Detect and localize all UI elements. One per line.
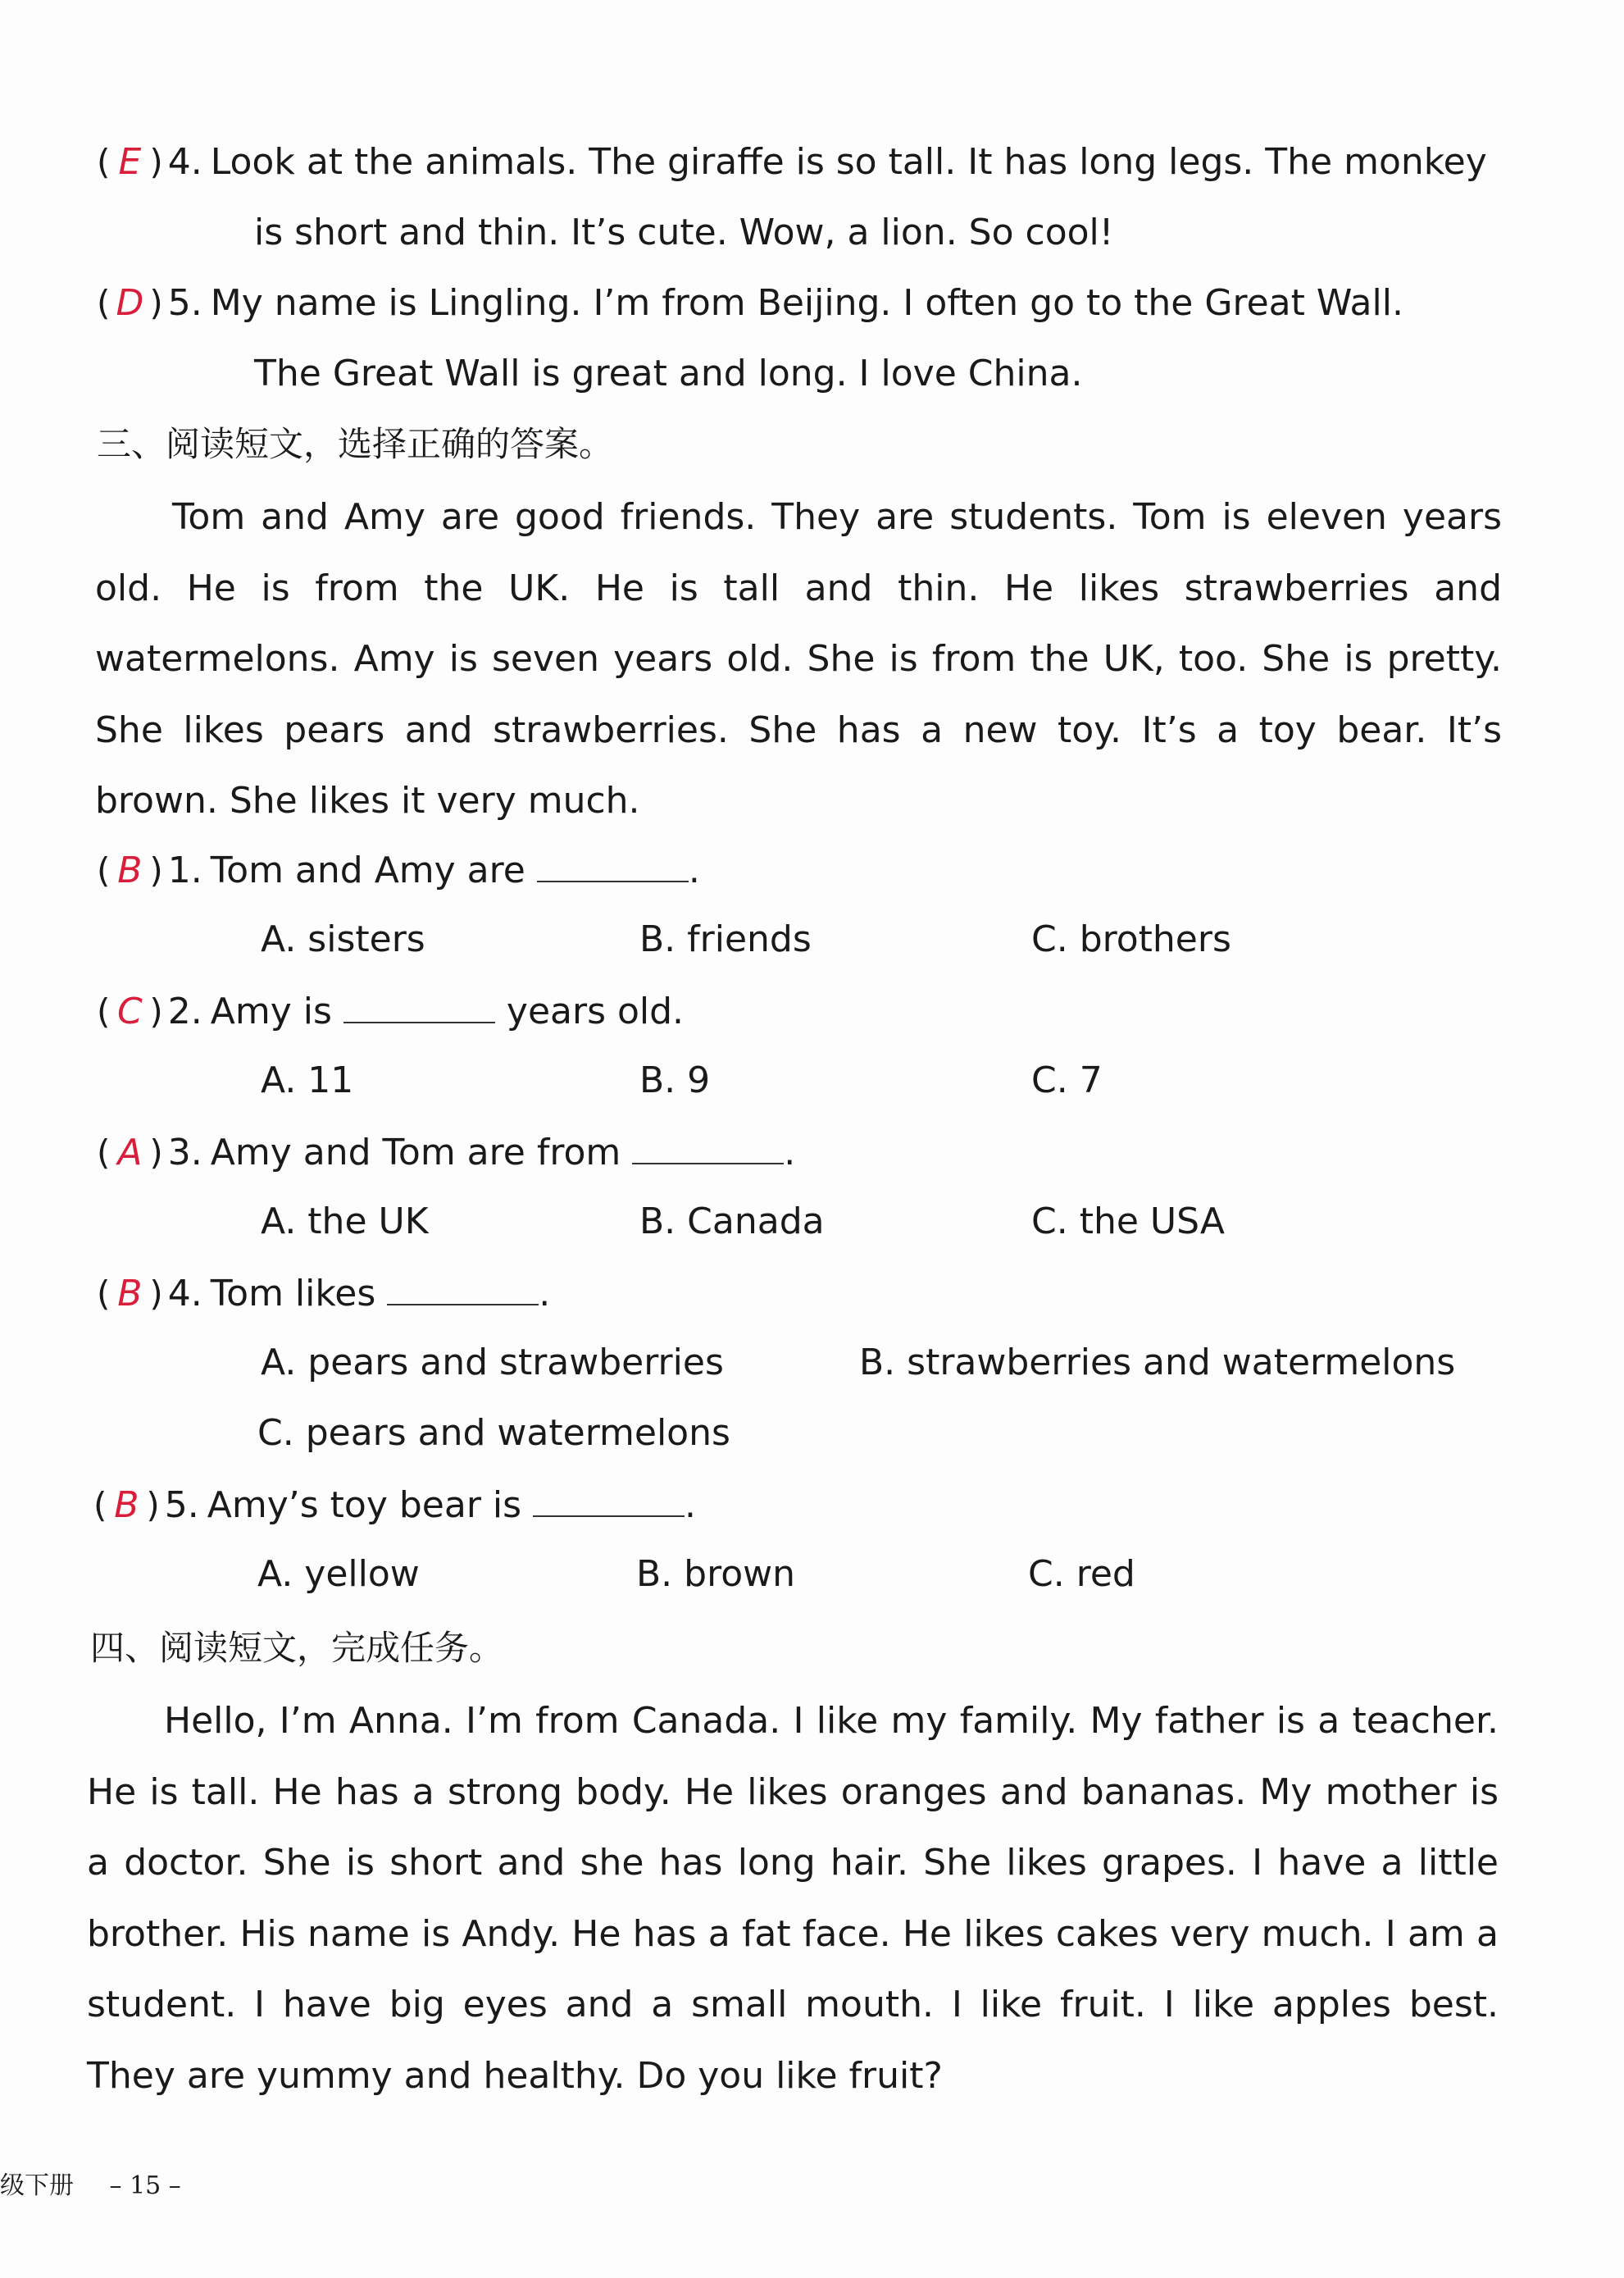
answer-blank (387, 1268, 539, 1305)
page-footer (0, 2165, 181, 2201)
option-c: C. red (1028, 1553, 1135, 1595)
item-number: 5. (167, 282, 202, 324)
option-c: C. the USA (1031, 1201, 1225, 1242)
question-after: . (784, 1132, 796, 1173)
paren-open: ( (97, 1132, 111, 1173)
question-2 (97, 986, 684, 1036)
section4-passage (87, 1686, 1499, 2112)
question-number: 5. (164, 1484, 199, 1526)
answer-blank (343, 986, 495, 1023)
paren-open: ( (93, 1485, 107, 1525)
answer-mark: D (116, 282, 144, 324)
matching-item-4 (97, 138, 1487, 187)
option-b: B. Canada (639, 1201, 825, 1242)
question-number: 2. (167, 991, 202, 1032)
question-5 (93, 1479, 696, 1530)
item-text-line1: Look at the animals. The giraffe is so tall. It has long legs. The monkey (210, 141, 1487, 183)
section3-passage (95, 482, 1502, 837)
question-3 (97, 1127, 795, 1178)
page-number: – 15 – (109, 2171, 181, 2200)
paren-open: ( (97, 142, 111, 182)
option-c: C. pears and watermelons (257, 1412, 730, 1454)
paren-close: ) (149, 283, 163, 323)
question-stem: Amy’s toy bear is (207, 1484, 522, 1526)
question-1 (97, 845, 700, 895)
paren-close: ) (149, 142, 163, 182)
paren-close: ) (149, 850, 163, 891)
paren-open: ( (97, 850, 111, 891)
item-text-line1: My name is Lingling. I’m from Beijing. I often go to the Great Wall. (210, 282, 1403, 324)
question-4 (97, 1268, 550, 1319)
question-stem: Amy and Tom are from (210, 1132, 621, 1173)
answer-mark: E (118, 141, 142, 183)
option-a: A. pears and strawberries (261, 1342, 724, 1383)
matching-item-5-cont (254, 349, 1082, 399)
question-stem: Tom and Amy are (210, 850, 525, 891)
paren-open: ( (97, 283, 111, 323)
paren-close: ) (146, 1485, 160, 1525)
paren-open: ( (97, 1273, 111, 1314)
answer-mark: A (117, 1132, 143, 1173)
answer-mark: B (117, 850, 143, 891)
matching-item-4-cont (254, 208, 1113, 257)
option-b: B. friends (639, 918, 812, 960)
item-text-line2: The Great Wall is great and long. I love China. (254, 353, 1083, 394)
answer-blank (632, 1127, 784, 1164)
answer-mark: B (114, 1484, 139, 1526)
section3-heading: 三、阅读短文，选择正确的答案。 (97, 424, 614, 464)
option-a: A. the UK (261, 1201, 429, 1242)
option-c: C. brothers (1031, 918, 1231, 960)
option-a: A. yellow (257, 1553, 420, 1595)
paren-close: ) (149, 991, 163, 1032)
question-after: . (688, 850, 700, 891)
option-b: B. strawberries and watermelons (859, 1342, 1456, 1383)
answer-mark: C (117, 991, 143, 1032)
question-stem: Tom likes (210, 1273, 376, 1314)
question-after: . (539, 1273, 551, 1314)
question-after: years old. (506, 991, 685, 1032)
answer-blank (533, 1479, 685, 1517)
question-number: 4. (167, 1273, 202, 1314)
paren-close: ) (149, 1273, 163, 1314)
book-label: 级下册 (0, 2171, 74, 2200)
question-stem: Amy is (210, 991, 332, 1032)
passage-text: Tom and Amy are good friends. They are students. Tom is eleven years old. He is from the UK. He is tall and thin. He likes strawberries and watermelons. Amy is seven years old. She is from the UK, too. She is pretty. She likes pears and strawberries. She has a new toy. It’s a toy bear. It’s brown. She likes it very much. (95, 496, 1502, 822)
question-number: 1. (167, 850, 202, 891)
item-number: 4. (167, 141, 202, 183)
option-a: A. sisters (261, 918, 425, 960)
answer-blank (537, 845, 689, 882)
paren-open: ( (97, 991, 111, 1032)
option-a: A. 11 (261, 1059, 354, 1101)
question-number: 3. (167, 1132, 202, 1173)
option-c: C. 7 (1031, 1059, 1103, 1101)
option-b: B. brown (636, 1553, 796, 1595)
paren-close: ) (149, 1132, 163, 1173)
passage-text: Hello, I’m Anna. I’m from Canada. I like my family. My father is a teacher. He is tall. He has a strong body. He likes oranges and bananas. My mother is a doctor. She is short and she has long hair. She likes grapes. I have a little brother. His name is Andy. He has a fat face. He likes cakes very much. I am a student. I have big eyes and a small mouth. I like fruit. I like apples best. They are yummy and healthy. Do you like fruit? (87, 1700, 1499, 2097)
item-text-line2: is short and thin. It’s cute. Wow, a lion. So cool! (254, 212, 1114, 253)
section4-heading: 四、阅读短文，完成任务。 (90, 1628, 504, 1668)
answer-mark: B (117, 1273, 143, 1314)
matching-item-5 (97, 279, 1403, 328)
question-after: . (685, 1484, 697, 1526)
option-b: B. 9 (639, 1059, 711, 1101)
